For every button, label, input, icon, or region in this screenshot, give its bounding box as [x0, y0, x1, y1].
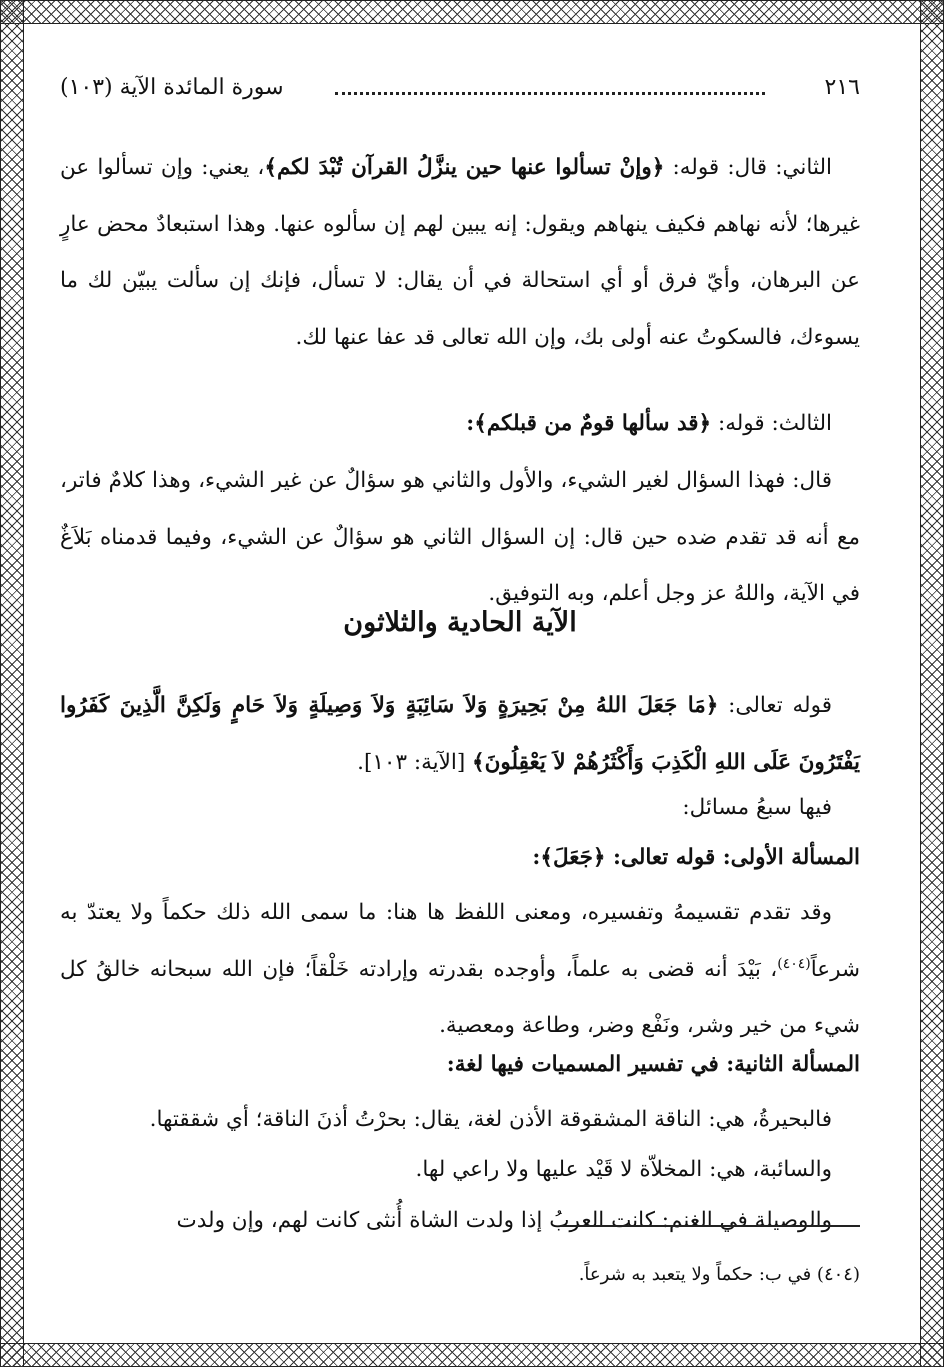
quran-verse: ﴿مَا جَعَلَ اللهُ مِنْ بَحِيرَةٍ وَلاَ سَائِبَةٍ وَلاَ وَصِيلَةٍ وَلاَ حَامٍ وَلَكِنَّ الَّذِينَ كَفَرُوا يَفْتَرُونَ عَلَى اللهِ الْكَذِبَ وَأَكْثَرُهُمْ لاَ يَعْقِلُونَ﴾ [60, 693, 860, 775]
paragraph-saiba: والسائبة، هي: المخلاّة لا قَيْد عليها ولا راعي لها. [415, 1157, 832, 1182]
paragraph-question-discussion: قال: فهذا السؤال لغير الشيء، والأول والثاني هو سؤالٌ عن غير الشيء، وهذا كلامٌ فاتر، مع أنه قد تقدم ضده حين قال: إن السؤال الثاني هو سؤالٌ عن الشيء، وفيما قدمناه بَلاَغٌ في الآية، واللهُ عز وجل أعلم، وبه التوفيق. [60, 468, 860, 606]
quran-quote: ﴿وإنْ تسألوا عنها حين ينزَّلُ القرآن تُبْدَ لكم﴾ [264, 155, 665, 180]
text: الثاني: قال: قوله: [664, 155, 832, 180]
footnote-marker: (٤٠٤) [777, 955, 811, 972]
text: ، بَيْدَ أنه قضى به علماً، وأوجده بقدرته وإرادته خَلْقاً؛ فإن الله سبحانه خالقُ كل شيء من خير وشر، ونَفْع وضر، وطاعة ومعصية. [60, 956, 860, 1038]
paragraph-second-point [60, 140, 860, 366]
book-page [60, 30, 860, 1330]
quran-quote: ﴿جَعَلَ﴾ [540, 845, 606, 870]
paragraph-third-point [60, 396, 860, 453]
text: وقد تقدم تقسيمهُ وتفسيره، ومعنى اللفظ ها هنا: ما سمى الله ذلك حكماً ولا يعتدّ به شرعاً [60, 900, 860, 982]
page-border-bottom [0, 1343, 944, 1367]
text: : [532, 845, 541, 870]
text: : [466, 411, 475, 436]
page-border-right [920, 0, 944, 1367]
text: قوله تعالى: [718, 693, 832, 718]
issue-one-heading [60, 830, 860, 887]
quran-quote: ﴿قد سألها قومٌ من قبلكم﴾ [474, 411, 712, 436]
page-border-top [0, 0, 944, 24]
footnote-number: (٤٠٤) [816, 1264, 860, 1285]
text: الثالث: قوله: [711, 411, 832, 436]
section-heading: الآية الحادية والثلاثون [343, 607, 577, 638]
footnote [60, 1262, 860, 1288]
paragraph-issues-count: فيها سبعُ مسائل: [682, 795, 832, 820]
page-number: ٢١٦ [824, 75, 860, 100]
footnote-text: في ب: حكماً ولا يتعبد به شرعاً. [578, 1264, 812, 1285]
verse-reference: [الآية: ١٠٣]. [357, 749, 473, 775]
paragraph-wasila: والوصيلة في الغنم: كانت العربُ إذا ولدت الشاة أُنثى كانت لهم، وإن ولدت [176, 1208, 832, 1233]
text: المسألة الأولى: قوله تعالى: [605, 845, 860, 870]
paragraph-bahira: فالبحيرةُ، هي: الناقة المشقوقة الأذن لغة، يقال: بحرْتُ أذنَ الناقة؛ أي شققتها. [149, 1107, 832, 1132]
paragraph-verse [60, 678, 860, 791]
section-title: سورة المائدة الآية (١٠٣) [60, 75, 284, 100]
footnote-separator [560, 1225, 860, 1227]
running-header [60, 72, 860, 104]
paragraph-issue-one [60, 885, 860, 1055]
issue-two-heading: المسألة الثانية: في تفسير المسميات فيها لغة: [446, 1052, 860, 1077]
page-border-left [0, 0, 24, 1367]
header-dot-leader [335, 92, 765, 95]
text: ، يعني: وإن تسألوا عن غيرها؛ لأنه نهاهم فكيف ينهاهم ويقول: إنه يبين لهم إن سألوه عنها. وهذا استبعادٌ محض عارٍ عن البرهان، وأيّ فرق أو أي استحالة في أن يقال: لا تسأل، فإنك إن سألت يبيّن لك ما يسوءك، فالسكوتُ عنه أولى بك، وإن الله تعالى قد عفا عنها لك. [60, 155, 860, 350]
